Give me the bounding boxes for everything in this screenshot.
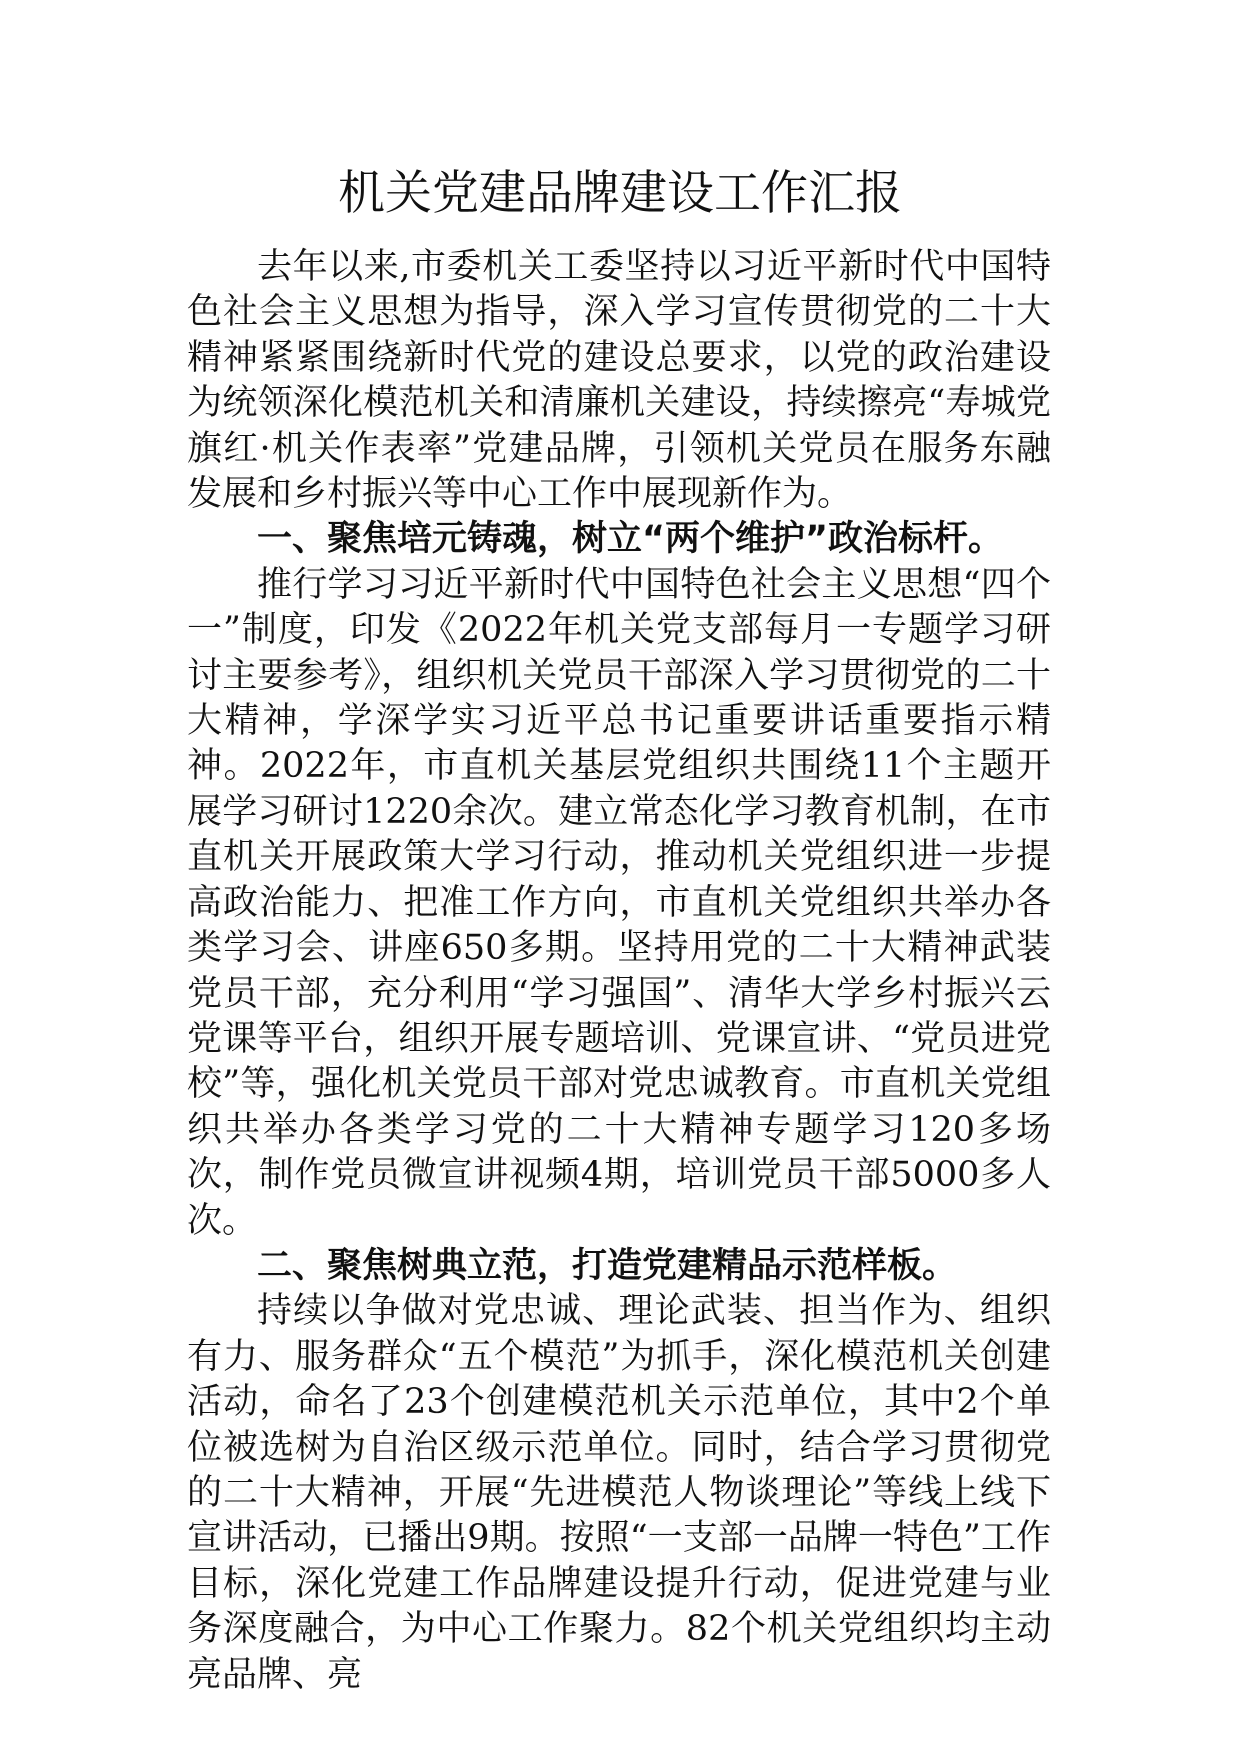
- section-heading-2: 二、聚焦树典立范，打造党建精品示范样板。: [257, 1245, 958, 1286]
- paragraph-section-1: 推行学习习近平新时代中国特色社会主义思想“四个一”制度，印发《2022年机关党支部每月一专题学习研讨主要参考》，组织机关党员干部深入学习贯彻党的二十大精神，学深学实习近平总书记重要讲话重要指示精神。2022年，市直机关基层党组织共围绕11个主题开展学习研讨1220余次。建立常态化学习教育机制，在市直机关开展政策大学习行动，推动机关党组织进一步提高政治能力、把准工作方向，市直机关党组织共举办各类学习会、讲座650多期。坚持用党的二十大精神武装党员干部，充分利用“学习强国”、清华大学乡村振兴云党课等平台，组织开展专题培训、党课宣讲、“党员进党校”等，强化机关党员干部对党忠诚教育。市直机关党组织共举办各类学习党的二十大精神专题学习120多场次，制作党员微宣讲视频4期，培训党员干部5000多人次。: [187, 564, 1051, 1241]
- paragraph-section-2: 持续以争做对党忠诚、理论武装、担当作为、组织有力、服务群众“五个模范”为抓手，深化模范机关创建活动，命名了23个创建模范机关示范单位，其中2个单位被选树为自治区级示范单位。同时，结合学习贯彻党的二十大精神，开展“先进模范人物谈理论”等线上线下宣讲活动，已播出9期。按照“一支部一品牌一特色”工作目标，深化党建工作品牌建设提升行动，促进党建与业务深度融合，为中心工作聚力。82个机关党组织均主动亮品牌、亮: [187, 1291, 1051, 1695]
- document-body: [187, 245, 1051, 1698]
- paragraph-intro: 去年以来,市委机关工委坚持以习近平新时代中国特色社会主义思想为指导，深入学习宣传贯彻党的二十大精神紧紧围绕新时代党的建设总要求，以党的政治建设为统领深化模范机关和清廉机关建设，持续擦亮“寿城党旗红·机关作表率”党建品牌，引领机关党员在服务东融发展和乡村振兴等中心工作中展现新作为。: [187, 247, 1051, 515]
- section-heading-1: 一、聚焦培元铸魂，树立“两个维护”政治标杆。: [257, 519, 1004, 560]
- document-title: 机关党建品牌建设工作汇报: [338, 166, 902, 221]
